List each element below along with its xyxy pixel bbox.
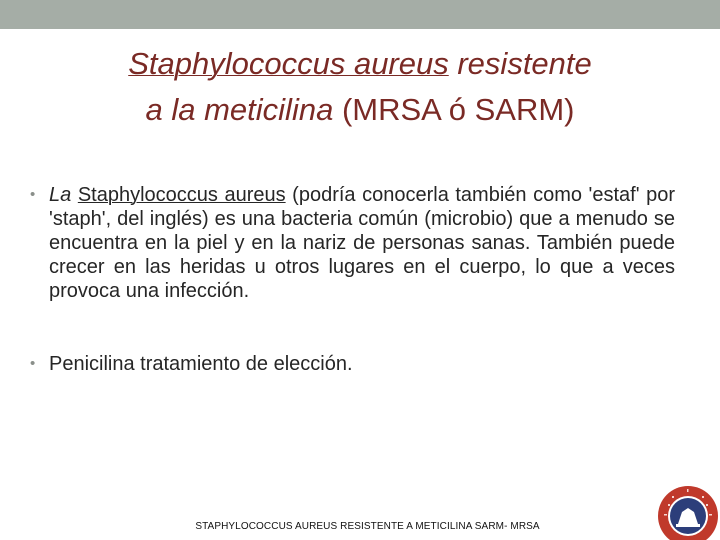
bullet-item-treatment xyxy=(30,352,675,376)
title-resistente: resistente xyxy=(448,46,592,81)
bullet-description-text: (podría conocerla también como 'estaf' por 'staph', del inglés) es una bacteria común (microbio) que a menudo se encuentra en la piel y en la nariz de personas sanas. También puede crecer en las heridas u otros lugares en el cuerpo, lo que a veces provoca una infección. xyxy=(49,184,675,302)
bullet-lead: La xyxy=(49,184,78,206)
bullet-treatment-text: Penicilina tratamiento de elección. xyxy=(49,353,353,375)
bullet-list xyxy=(30,183,675,376)
slide-footer: STAPHYLOCOCCUS AUREUS RESISTENTE A METICILINA SARM- MRSA xyxy=(195,521,540,532)
title-line-1 xyxy=(60,41,660,87)
title-line-2 xyxy=(60,87,660,133)
university-seal-icon xyxy=(656,484,720,540)
top-header-band xyxy=(0,0,720,29)
slide-title xyxy=(60,41,660,133)
title-meticilina: a la meticilina xyxy=(145,92,334,127)
bullet-term: Staphylococcus aureus xyxy=(77,184,286,206)
title-abbreviation: (MRSA ó SARM) xyxy=(333,92,575,127)
bullet-item-description xyxy=(30,183,675,303)
title-organism-name: Staphylococcus aureus xyxy=(128,46,449,81)
